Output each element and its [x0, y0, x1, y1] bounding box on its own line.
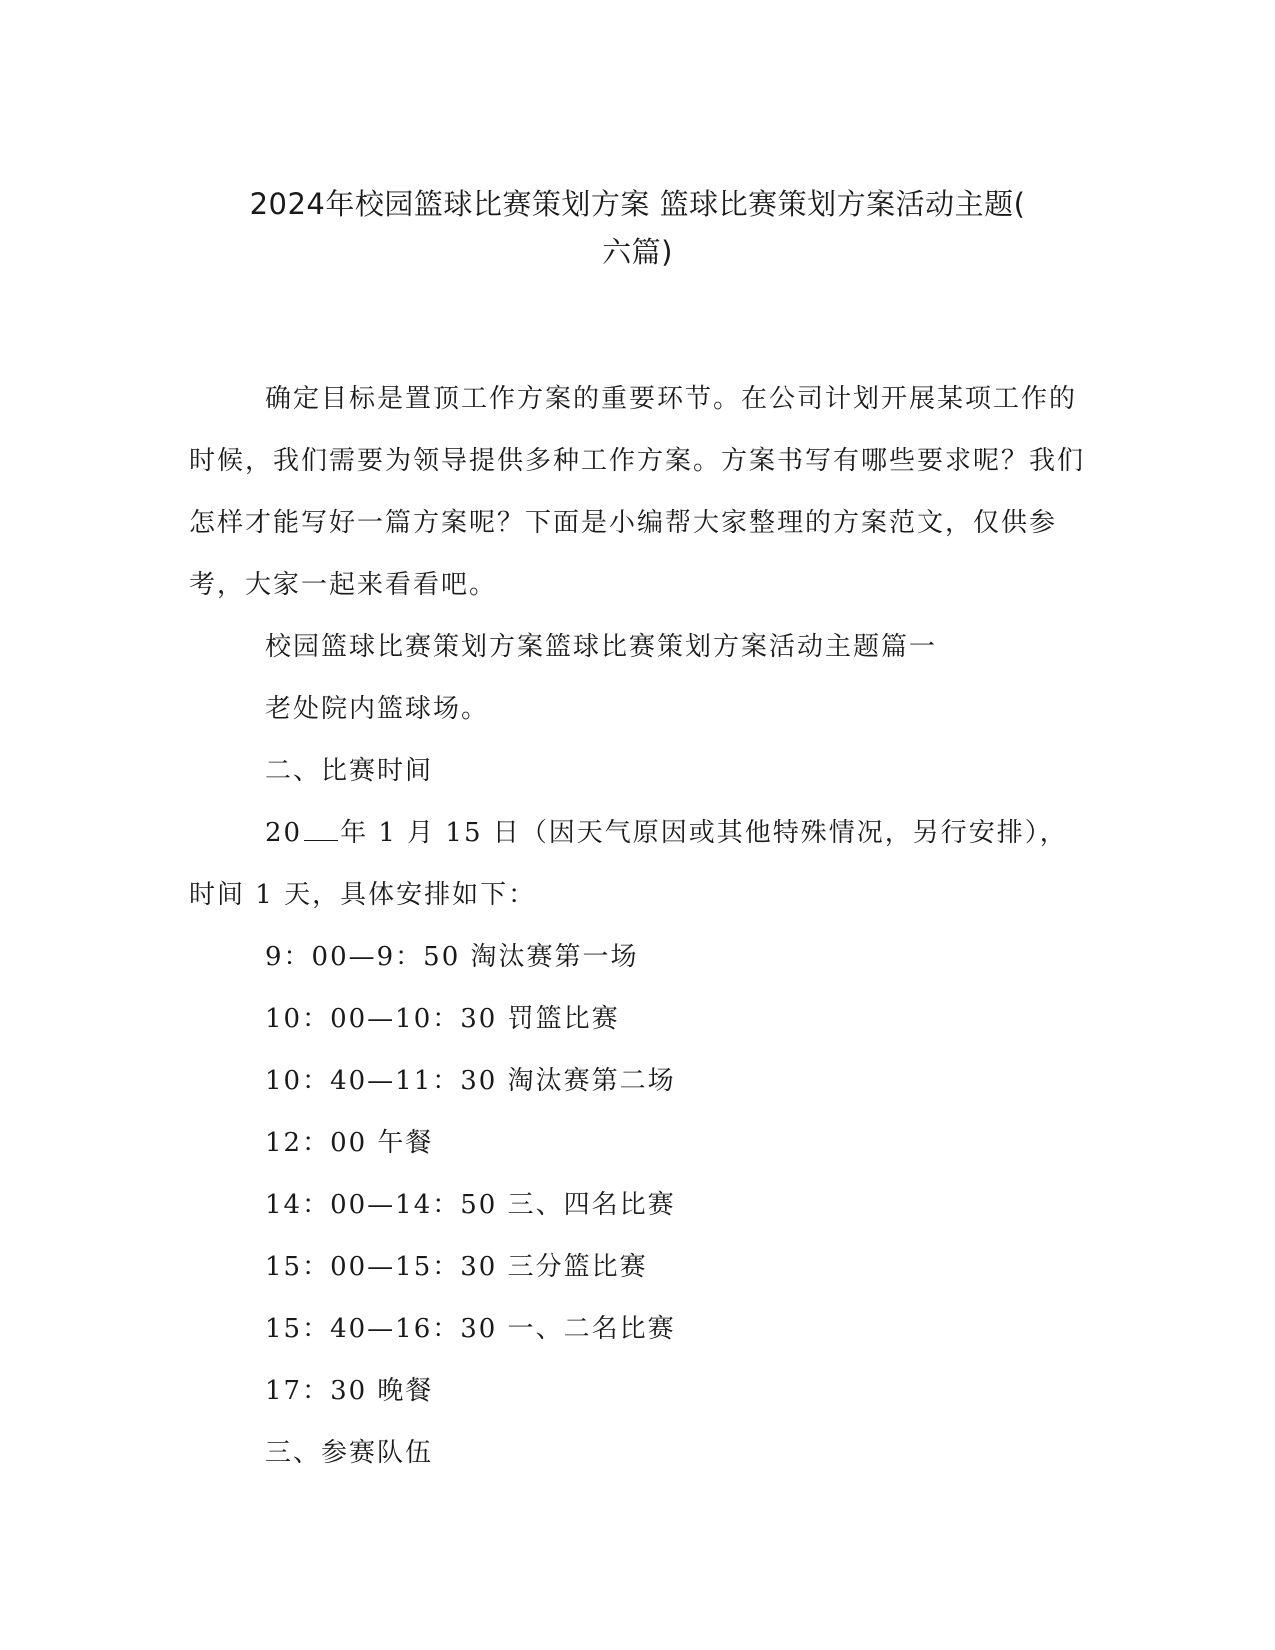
teams-heading: 三、参赛队伍	[265, 1438, 434, 1468]
date-continuation: 时间 1 天，具体安排如下：	[189, 880, 537, 910]
title-line-1: 2024年校园篮球比赛策划方案 篮球比赛策划方案活动主题(	[249, 187, 1026, 221]
intro-paragraph: 确定目标是置顶工作方案的重要环节。在公司计划开展某项工作的时候，我们需要为领导提供多种工作方案。方案书写有哪些要求呢？我们怎样才能写好一篇方案呢？下面是小编帮大家整理的方案范文，仅供参考，大家一起来看看吧。	[189, 384, 1086, 600]
schedule-item: 17：30 晚餐	[265, 1376, 434, 1406]
schedule-item: 14：00—14：50 三、四名比赛	[265, 1190, 676, 1220]
date-rest: 年 1 月 15 日（因天气原因或其他特殊情况，另行安排），	[340, 818, 1068, 848]
document-title	[180, 180, 1095, 276]
section-heading: 校园篮球比赛策划方案篮球比赛策划方案活动主题篇一	[265, 632, 938, 662]
schedule-item: 12：00 午餐	[265, 1128, 434, 1158]
date-blank-field	[304, 818, 338, 841]
schedule-item: 15：40—16：30 一、二名比赛	[265, 1314, 676, 1344]
document-body	[189, 368, 1089, 1484]
venue-text: 老处院内篮球场。	[265, 694, 490, 724]
time-heading: 二、比赛时间	[265, 756, 434, 786]
schedule-item: 10：00—10：30 罚篮比赛	[265, 1004, 620, 1034]
date-line	[189, 802, 1089, 864]
schedule-item: 9：00—9：50 淘汰赛第一场	[265, 942, 639, 972]
title-line-2: 六篇)	[602, 235, 673, 269]
schedule-item: 10：40—11：30 淘汰赛第二场	[265, 1066, 676, 1096]
schedule-item: 15：00—15：30 三分篮比赛	[265, 1252, 648, 1282]
date-prefix: 20	[265, 818, 303, 848]
